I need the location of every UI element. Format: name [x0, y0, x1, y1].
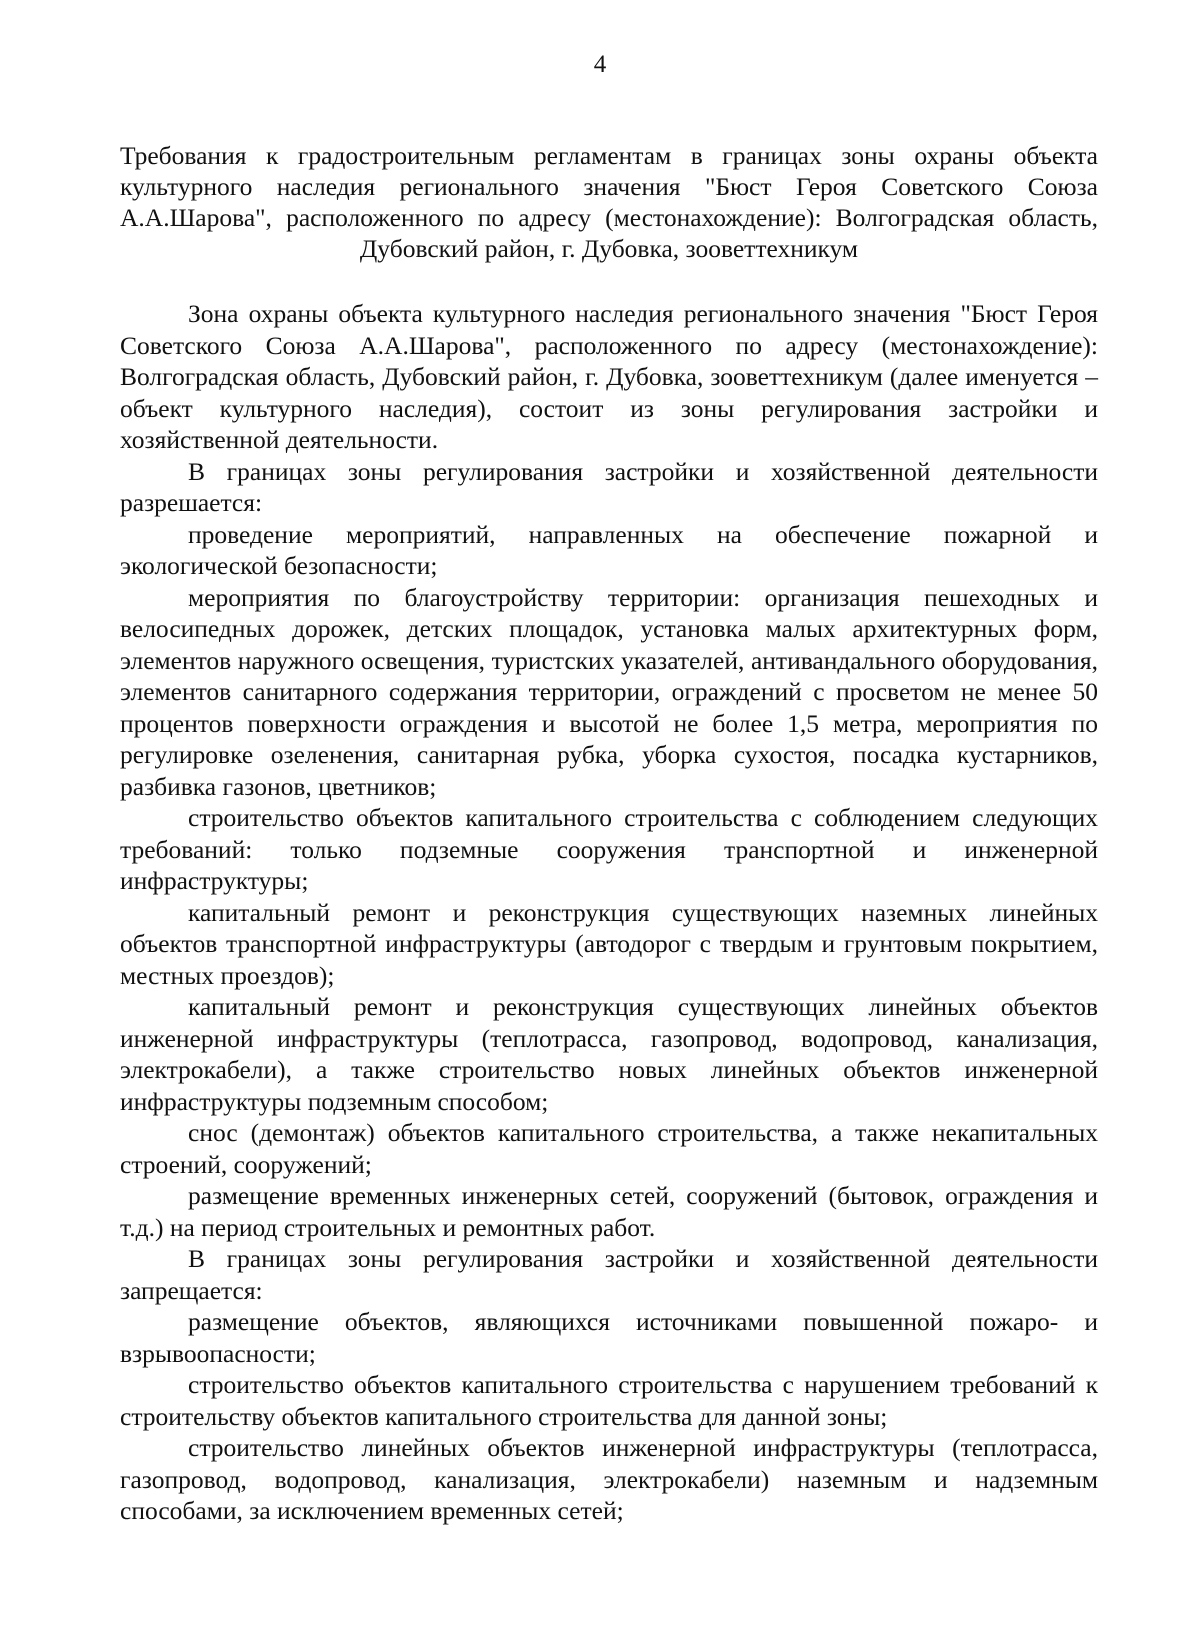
paragraph: В границах зоны регулирования застройки и хозяйственной деятельности разрешается:: [120, 456, 1098, 517]
document-body: [120, 298, 1098, 1527]
paragraph: мероприятия по благоустройству территории: организация пешеходных и велосипедных дорожек, детских площадок, установка малых архитектурных форм, элементов наружного освещения, туристских указателей, антивандального оборудования, элементов санитарного содержания территории, ограждений с просветом не менее 50 процентов поверхности ограждения и высотой не более 1,5 метра, мероприятия по регулировке озеленения, санитарная рубка, уборка сухостоя, посадка кустарников, разбивка газонов, цветников;: [120, 582, 1098, 801]
paragraph: проведение мероприятий, направленных на обеспечение пожарной и экологической безопасности;: [120, 519, 1098, 580]
paragraph: капитальный ремонт и реконструкция существующих наземных линейных объектов транспортной инфраструктуры (автодорог с твердым и грунтовым покрытием, местных проездов);: [120, 897, 1098, 990]
paragraph: строительство объектов капитального строительства с соблюдением следующих требований: только подземные сооружения транспортной и инженерной инфраструктуры;: [120, 803, 1098, 895]
paragraph: снос (демонтаж) объектов капитального строительства, а также некапитальных строений, сооружений;: [120, 1118, 1098, 1179]
paragraph: размещение объектов, являющихся источниками повышенной пожаро- и взрывоопасности;: [120, 1307, 1098, 1368]
page-number: 4: [593, 51, 607, 78]
paragraph: размещение временных инженерных сетей, сооружений (бытовок, ограждения и т.д.) на период строительных и ремонтных работ.: [120, 1181, 1098, 1242]
paragraph: строительство линейных объектов инженерной инфраструктуры (теплотрасса, газопровод, водопровод, канализация, электрокабели) наземным и надземным способами, за исключением временных сетей;: [120, 1433, 1098, 1525]
document-heading: Требования к градостроительным регламентам в границах зоны охраны объекта культурного наследия регионального значения "Бюст Героя Советского Союза А.А.Шарова", расположенного по адресу (местонахождение): Волгоградская область, Дубовский район, г. Дубовка, зооветтехникум: [120, 141, 1098, 263]
paragraph: строительство объектов капитального строительства с нарушением требований к строительству объектов капитального строительства для данной зоны;: [120, 1370, 1098, 1431]
paragraph: капитальный ремонт и реконструкция существующих линейных объектов инженерной инфраструктуры (теплотрасса, газопровод, водопровод, канализация, электрокабели), а также строительство новых линейных объектов инженерной инфраструктуры подземным способом;: [120, 992, 1098, 1116]
paragraph: Зона охраны объекта культурного наследия регионального значения "Бюст Героя Советского Союза А.А.Шарова", расположенного по адресу (местонахождение): Волгоградская область, Дубовский район, г. Дубовка, зооветтехникум (далее именуется – объект культурного наследия), состоит из зоны регулирования застройки и хозяйственной деятельности.: [120, 299, 1098, 454]
paragraph: В границах зоны регулирования застройки и хозяйственной деятельности запрещается:: [120, 1244, 1098, 1305]
